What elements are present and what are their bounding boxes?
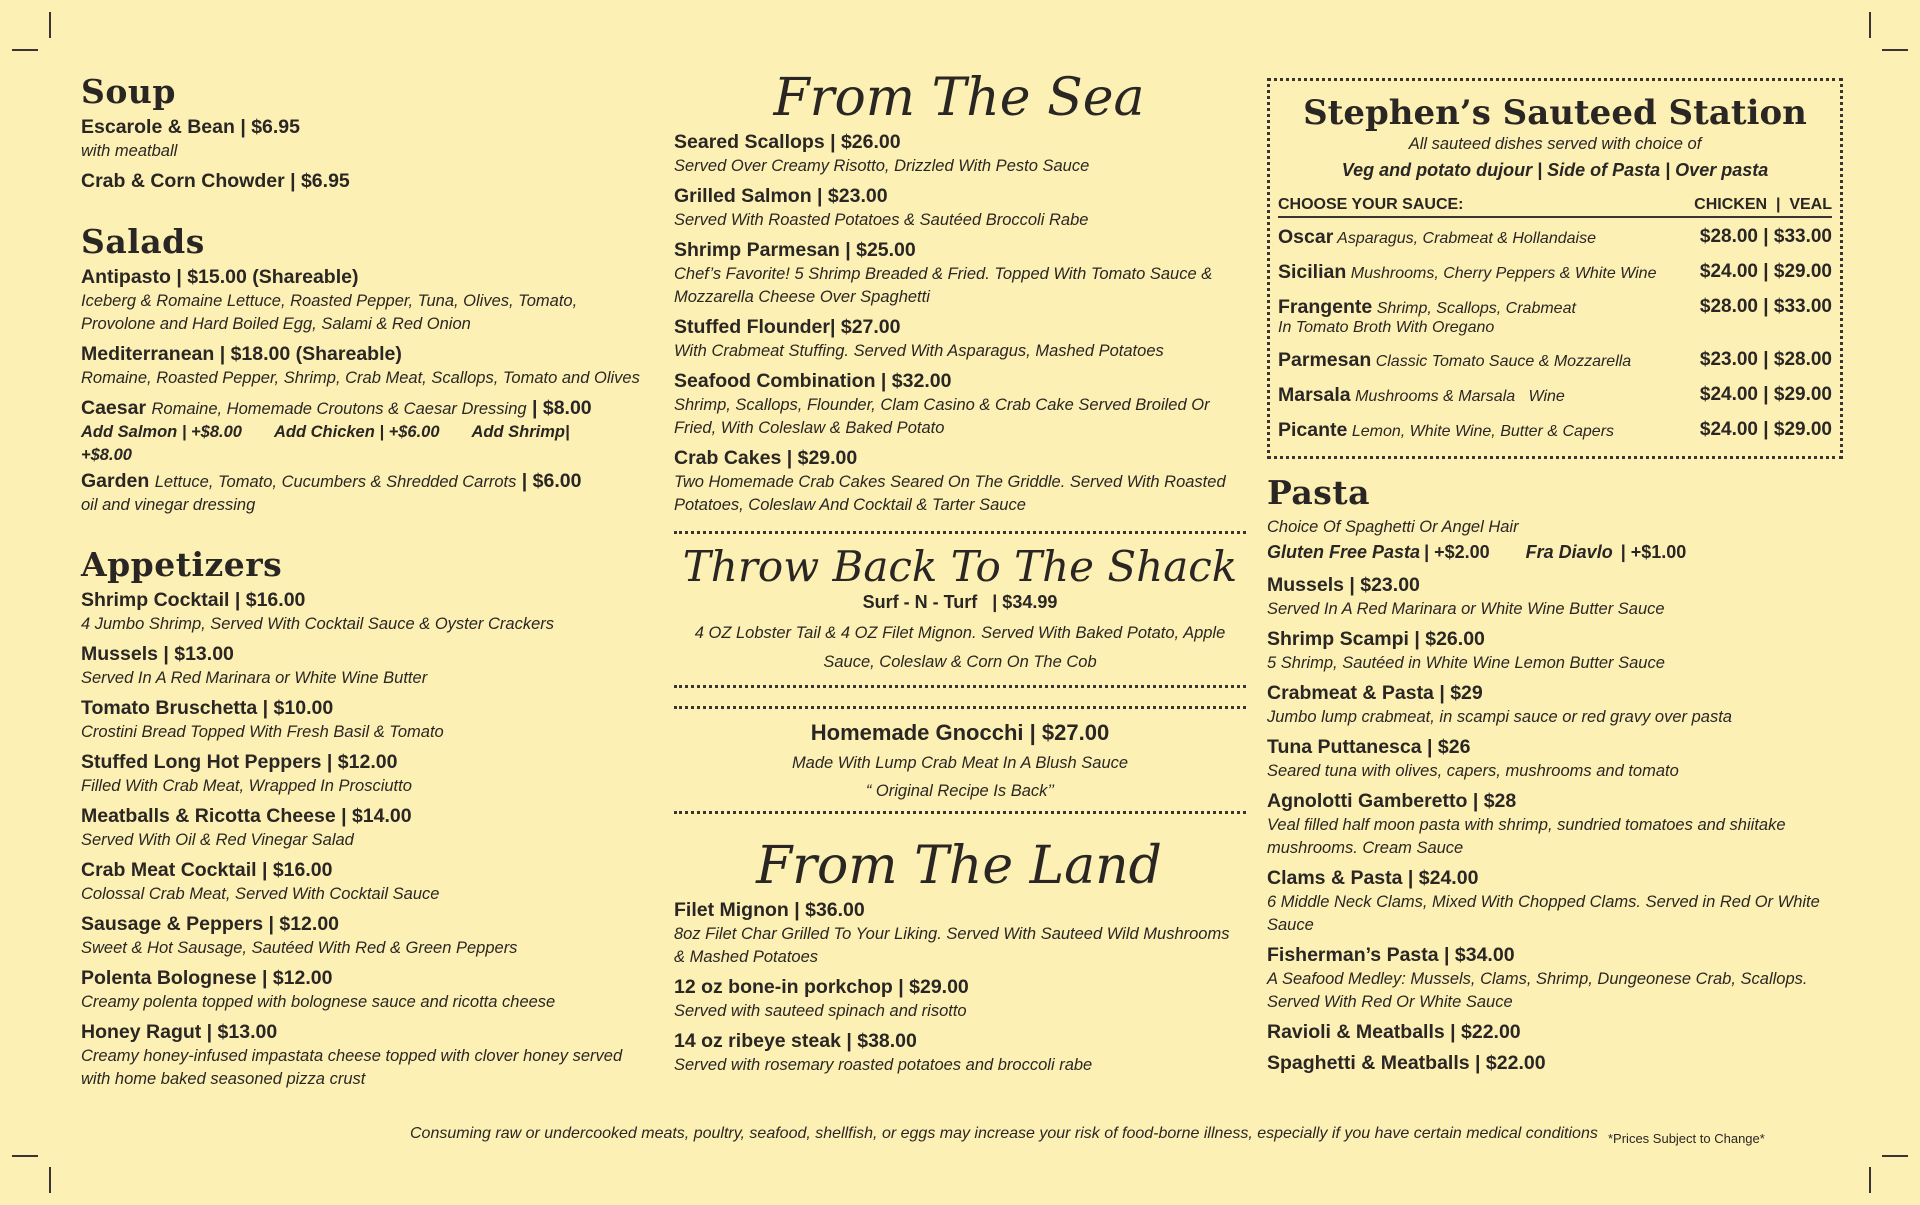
sauce-name: Parmesan <box>1278 349 1372 371</box>
sauce-row <box>1278 296 1832 337</box>
menu-item <box>81 696 641 744</box>
pasta-choice: Choice Of Spaghetti Or Angel Hair <box>1267 518 1519 536</box>
gluten-free-label: Gluten Free Pasta <box>1267 542 1421 562</box>
menu-item <box>674 1029 1244 1077</box>
crop-mark <box>12 49 38 51</box>
item-name: Mussels | $13.00 <box>81 643 234 665</box>
item-desc: 8oz Filet Char Grilled To Your Liking. Served With Sauteed Wild Mushrooms & Mashed Potatoes <box>674 925 1230 966</box>
item-desc: 5 Shrimp, Sautéed in White Wine Lemon Butter Sauce <box>1267 654 1665 672</box>
land-title: From The Land <box>756 836 1162 896</box>
item-desc: Colossal Crab Meat, Served With Cocktail Sauce <box>81 885 440 903</box>
prices-notice: *Prices Subject to Change* <box>1608 1131 1765 1146</box>
item-name: Seafood Combination | $32.00 <box>674 370 952 392</box>
sauce-desc: Classic Tomato Sauce & Mozzarella <box>1375 353 1632 370</box>
menu-item <box>674 369 1244 440</box>
item-desc: Romaine, Roasted Pepper, Shrimp, Crab Meat, Scallops, Tomato and Olives <box>81 369 640 387</box>
crop-mark <box>1882 49 1908 51</box>
item-name: Seared Scallops | $26.00 <box>674 131 901 153</box>
item-name: Garden <box>81 470 150 492</box>
item-name: Shrimp Scampi | $26.00 <box>1267 628 1485 650</box>
item-name: Ravioli & Meatballs | $22.00 <box>1267 1021 1521 1043</box>
item-name: Caesar <box>81 397 147 419</box>
sauce-name: Oscar <box>1278 226 1334 248</box>
item-name: Fisherman’s Pasta | $34.00 <box>1267 944 1515 966</box>
sauce-price: $23.00 | $28.00 <box>1699 349 1832 370</box>
item-desc: Sweet & Hot Sausage, Sautéed With Red & Green Peppers <box>81 939 518 957</box>
surf-turf-desc: 4 OZ Lobster Tail & 4 OZ Filet Mignon. Served With Baked Potato, Apple Sauce, Coleslaw & Corn On The Cob <box>694 624 1226 671</box>
sauce-desc: Mushrooms & Marsala Wine <box>1355 388 1565 405</box>
item-desc: Jumbo lump crabmeat, in scampi sauce or red gravy over pasta <box>1267 708 1732 726</box>
item-name: Clams & Pasta | $24.00 <box>1267 867 1479 889</box>
menu-item <box>81 804 641 852</box>
item-name: Crab & Corn Chowder | $6.95 <box>81 170 350 192</box>
choose-sauce-label: CHOOSE YOUR SAUCE: <box>1278 196 1464 213</box>
sauce-price: $28.00 | $33.00 <box>1699 226 1832 247</box>
gnocchi-box <box>674 706 1246 814</box>
surf-turf-name: Surf - N - Turf | $34.99 <box>862 592 1058 612</box>
food-safety-warning: Consuming raw or undercooked meats, poultry, seafood, shellfish, or eggs may increase your risk of food-borne illness, especially if you have certain medical conditions <box>410 1125 1598 1142</box>
sauce-desc: Lemon, White Wine, Butter & Capers <box>1351 423 1615 440</box>
menu-item <box>1267 943 1842 1014</box>
item-name: Spaghetti & Meatballs | $22.00 <box>1267 1052 1546 1074</box>
item-name: Honey Ragut | $13.00 <box>81 1021 278 1043</box>
item-desc: 4 Jumbo Shrimp, Served With Cocktail Sauce & Oyster Crackers <box>81 615 555 633</box>
item-name: 12 oz bone-in porkchop | $29.00 <box>674 976 969 998</box>
menu-item <box>674 238 1244 309</box>
sauce-row <box>1278 261 1832 284</box>
station-sub1: All sauteed dishes served with choice of <box>1408 135 1702 153</box>
menu-item <box>81 912 641 960</box>
menu-item <box>81 858 641 906</box>
pasta-section <box>1267 473 1842 1076</box>
sauce-price: $24.00 | $29.00 <box>1699 419 1832 440</box>
item-inline-desc: Romaine, Homemade Croutons & Caesar Dressing <box>151 400 527 418</box>
salads-title: Salads <box>81 222 205 261</box>
menu-item <box>81 342 641 390</box>
sauce-name: Picante <box>1278 419 1348 441</box>
item-name: Crabmeat & Pasta | $29 <box>1267 682 1483 704</box>
item-desc: Crostini Bread Topped With Fresh Basil & Tomato <box>81 723 444 741</box>
menu-item <box>1267 573 1842 621</box>
addon-shrimp: Add Shrimp| +$8.00 <box>81 423 570 464</box>
price-columns-label: CHICKEN | VEAL <box>1694 196 1832 213</box>
station-sub2: Veg and potato dujour | Side of Pasta | Over pasta <box>1341 160 1769 180</box>
item-price: | $8.00 <box>531 397 592 419</box>
sea-title: From The Sea <box>773 68 1145 128</box>
menu-item <box>81 642 641 690</box>
menu-item <box>1267 735 1842 783</box>
menu-item <box>1267 789 1842 860</box>
sauce-row <box>1278 349 1832 372</box>
item-desc: Two Homemade Crab Cakes Seared On The Griddle. Served With Roasted Potatoes, Coleslaw And Cocktail & Tarter Sauce <box>674 473 1226 514</box>
sauce-row <box>1278 226 1832 249</box>
item-desc: Served with sauteed spinach and risotto <box>674 1002 967 1020</box>
item-desc: Veal filled half moon pasta with shrimp, sundried tomatoes and shiitake mushrooms. Cream Sauce <box>1267 816 1786 857</box>
item-desc: with meatball <box>81 142 178 160</box>
sauce-row <box>1278 419 1832 442</box>
item-name: Sausage & Peppers | $12.00 <box>81 913 340 935</box>
column-middle <box>674 66 1244 1083</box>
item-desc: Creamy polenta topped with bolognese sauce and ricotta cheese <box>81 993 556 1011</box>
gnocchi-name: Homemade Gnocchi | $27.00 <box>810 720 1110 745</box>
menu-item <box>81 396 641 467</box>
item-name: Crab Cakes | $29.00 <box>674 447 858 469</box>
sauce-price: $28.00 | $33.00 <box>1699 296 1832 317</box>
appetizers-title: Appetizers <box>81 545 283 584</box>
menu-item <box>674 446 1244 517</box>
item-name: Tomato Bruschetta | $10.00 <box>81 697 334 719</box>
item-desc: Shrimp, Scallops, Flounder, Clam Casino & Crab Cake Served Broiled Or Fried, With Coleslaw & Baked Potato <box>674 396 1210 437</box>
menu-item <box>1267 1051 1842 1076</box>
salads-section <box>81 222 641 517</box>
sauce-price: $24.00 | $29.00 <box>1699 261 1832 282</box>
sauce-name: Frangente <box>1278 296 1373 318</box>
menu-item <box>674 975 1244 1023</box>
menu-item <box>81 588 641 636</box>
sauce-desc-2: In Tomato Broth With Oregano <box>1278 319 1495 336</box>
crop-mark <box>49 1167 51 1193</box>
land-section <box>674 834 1244 1077</box>
item-name: Polenta Bolognese | $12.00 <box>81 967 333 989</box>
menu-item <box>674 898 1244 969</box>
menu-item <box>81 115 641 163</box>
item-name: Filet Mignon | $36.00 <box>674 899 865 921</box>
item-name: Crab Meat Cocktail | $16.00 <box>81 859 333 881</box>
menu-item <box>81 750 641 798</box>
gnocchi-desc: Made With Lump Crab Meat In A Blush Sauce <box>791 754 1129 772</box>
sauce-desc: Asparagus, Crabmeat & Hollandaise <box>1337 230 1596 247</box>
item-name: Meatballs & Ricotta Cheese | $14.00 <box>81 805 412 827</box>
item-name: Shrimp Cocktail | $16.00 <box>81 589 306 611</box>
column-left <box>81 72 641 1097</box>
item-name: Mussels | $23.00 <box>1267 574 1420 596</box>
menu-item <box>1267 1020 1842 1045</box>
item-name: Grilled Salmon | $23.00 <box>674 185 888 207</box>
item-desc: Seared tuna with olives, capers, mushrooms and tomato <box>1267 762 1679 780</box>
item-desc: Served In A Red Marinara or White Wine Butter <box>81 669 428 687</box>
item-inline-desc: Lettuce, Tomato, Cucumbers & Shredded Carrots <box>154 473 517 491</box>
item-desc: Served Over Creamy Risotto, Drizzled With Pesto Sauce <box>674 157 1090 175</box>
crop-mark <box>1882 1155 1908 1157</box>
fra-diavlo-label: Fra Diavlo <box>1525 542 1613 562</box>
menu-item <box>674 130 1244 178</box>
pasta-title: Pasta <box>1267 473 1371 512</box>
item-desc: 6 Middle Neck Clams, Mixed With Chopped Clams. Served in Red Or White Sauce <box>1267 893 1820 934</box>
appetizers-section <box>81 545 641 1091</box>
menu-item <box>81 469 641 517</box>
fra-diavlo-price: | +$1.00 <box>1620 542 1687 562</box>
item-price: | $6.00 <box>521 470 582 492</box>
item-name: Antipasto | $15.00 (Shareable) <box>81 266 359 288</box>
sauce-row <box>1278 384 1832 407</box>
sauce-name: Sicilian <box>1278 261 1347 283</box>
item-name: Escarole & Bean | $6.95 <box>81 116 300 138</box>
menu-item <box>674 315 1244 363</box>
menu-item <box>81 966 641 1014</box>
item-name: Tuna Puttanesca | $26 <box>1267 736 1471 758</box>
station-title: Stephen’s Sauteed Station <box>1303 93 1807 133</box>
sauteed-station-box <box>1267 78 1843 459</box>
item-desc: Filled With Crab Meat, Wrapped In Prosciutto <box>81 777 412 795</box>
crop-mark <box>49 12 51 38</box>
item-desc: A Seafood Medley: Mussels, Clams, Shrimp, Dungeonese Crab, Scallops. Served With Red Or White Sauce <box>1267 970 1808 1011</box>
item-desc: oil and vinegar dressing <box>81 496 256 514</box>
item-desc: Chef’s Favorite! 5 Shrimp Breaded & Fried. Topped With Tomato Sauce & Mozzarella Cheese Over Spaghetti <box>674 265 1213 306</box>
gluten-free-price: | +$2.00 <box>1424 542 1490 562</box>
menu-item <box>81 1020 641 1091</box>
item-name: Agnolotti Gamberetto | $28 <box>1267 790 1517 812</box>
addon-salmon: Add Salmon | +$8.00 <box>81 423 242 441</box>
pasta-options <box>1267 539 1842 565</box>
sauce-header <box>1278 196 1832 218</box>
crop-mark <box>1869 1167 1871 1193</box>
sauce-price: $24.00 | $29.00 <box>1699 384 1832 405</box>
gnocchi-note: “ Original Recipe Is Back’’ <box>865 782 1055 800</box>
sauce-desc: Mushrooms, Cherry Peppers & White Wine <box>1350 265 1657 282</box>
item-name: Mediterranean | $18.00 (Shareable) <box>81 343 402 365</box>
soup-title: Soup <box>81 72 176 111</box>
soup-section <box>81 72 641 194</box>
column-right <box>1267 78 1842 1082</box>
menu-item <box>1267 627 1842 675</box>
item-name: Stuffed Flounder| $27.00 <box>674 316 901 338</box>
shack-title: Throw Back To The Shack <box>682 542 1238 591</box>
item-name: 14 oz ribeye steak | $38.00 <box>674 1030 917 1052</box>
item-desc: Served with rosemary roasted potatoes and broccoli rabe <box>674 1056 1093 1074</box>
menu-item <box>81 265 641 336</box>
item-desc: Creamy honey-infused impastata cheese topped with clover honey served with home baked seasoned pizza crust <box>81 1047 623 1088</box>
item-desc: Iceberg & Romaine Lettuce, Roasted Pepper, Tuna, Olives, Tomato, Provolone and Hard Boiled Egg, Salami & Red Onion <box>81 292 578 333</box>
menu-item <box>1267 866 1842 937</box>
sea-section <box>674 66 1244 517</box>
shack-box <box>674 531 1246 688</box>
item-desc: Served In A Red Marinara or White Wine Butter Sauce <box>1267 600 1665 618</box>
item-desc: With Crabmeat Stuffing. Served With Asparagus, Mashed Potatoes <box>674 342 1164 360</box>
crop-mark <box>12 1155 38 1157</box>
crop-mark <box>1869 12 1871 38</box>
item-name: Stuffed Long Hot Peppers | $12.00 <box>81 751 398 773</box>
addon-chicken: Add Chicken | +$6.00 <box>273 423 440 441</box>
item-name: Shrimp Parmesan | $25.00 <box>674 239 916 261</box>
sauce-desc: Shrimp, Scallops, Crabmeat <box>1376 300 1576 317</box>
salad-addons <box>81 421 641 467</box>
item-desc: Served With Roasted Potatoes & Sautéed Broccoli Rabe <box>674 211 1089 229</box>
menu-item <box>1267 681 1842 729</box>
item-desc: Served With Oil & Red Vinegar Salad <box>81 831 354 849</box>
sauce-name: Marsala <box>1278 384 1351 406</box>
menu-item <box>81 169 641 194</box>
menu-item <box>674 184 1244 232</box>
